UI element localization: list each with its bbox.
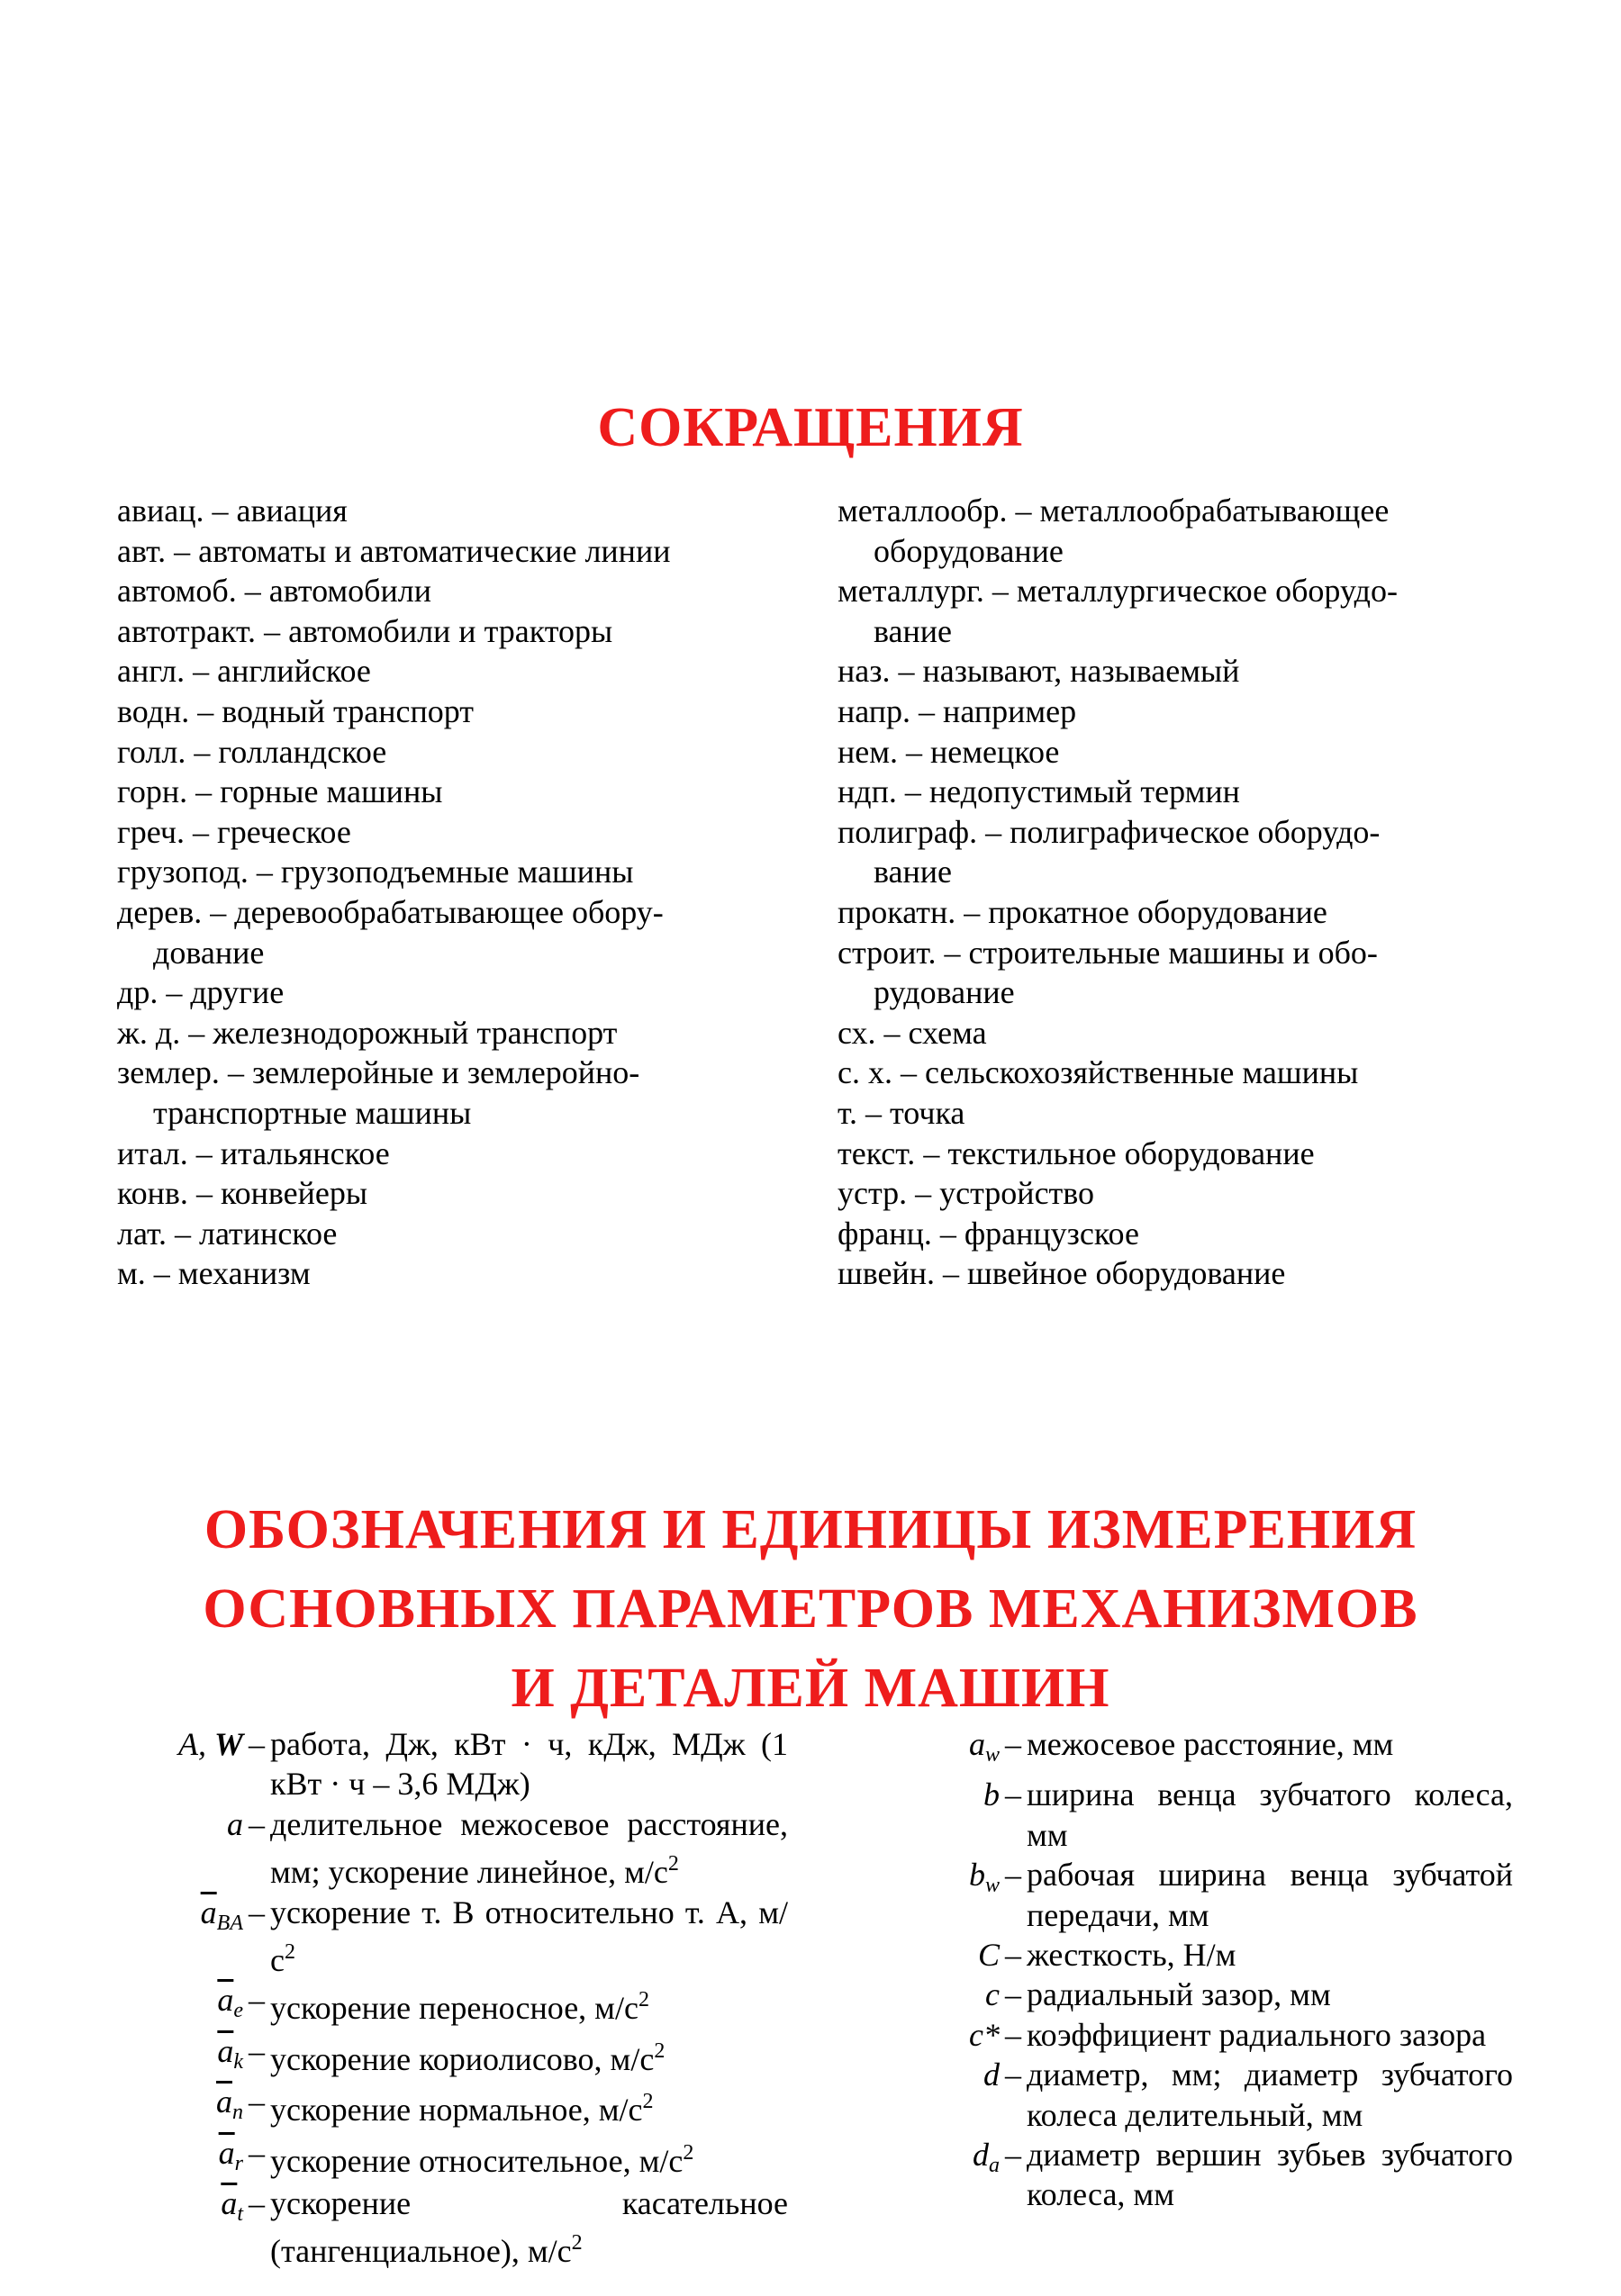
abbreviation-entry: м. – механизм — [117, 1255, 311, 1292]
symbol-definition: коэффициент радиального зазора — [1027, 2016, 1487, 2053]
symbol-notation: $a_w$ — [968, 1726, 1000, 1767]
symbol-entry — [901, 1775, 1513, 1855]
dash: – — [1005, 1776, 1021, 1813]
dash: – — [249, 1805, 265, 1842]
abbreviation-entry: грузопод. – грузоподъемные машины — [117, 854, 634, 890]
dash: – — [249, 1726, 265, 1762]
symbol-definition: ускорение нормальное, $м/с^2$ — [270, 2090, 654, 2129]
symbols-right-column — [901, 1724, 1513, 2215]
abbreviation-entry: греч. – греческое — [117, 813, 351, 850]
symbol-notation: $\overline{a}_r$ — [218, 2134, 243, 2175]
symbol-notation: $d_a$ — [973, 2137, 1000, 2178]
dash: – — [1005, 1937, 1021, 1974]
abbreviation-entry: ндп. – недопустимый термин — [838, 773, 1240, 810]
symbol-notation: $\overline{a}_t$ — [221, 2185, 243, 2227]
abbreviation-entry: полиграф. – полиграфическое оборудо- вание — [838, 813, 1381, 890]
symbol-notation: a — [227, 1805, 243, 1842]
symbol-definition: ускорение касательное (тангенциальное), $м/с^2$ — [270, 2185, 788, 2270]
symbol-entry — [131, 2031, 788, 2082]
abbreviation-entry: авт. – автоматы и автоматические линии — [117, 532, 671, 569]
symbol-definition: ускорение кориолисово, $м/с^2$ — [270, 2038, 666, 2077]
abbreviations-right-column — [838, 491, 1517, 1294]
symbol-definition: жесткость, Н/м — [1027, 1937, 1236, 1974]
symbol-notation: c* — [969, 2016, 1000, 2053]
abbreviations-title: СОКРАЩЕНИЯ — [597, 397, 1024, 458]
symbol-entry — [131, 2133, 788, 2183]
symbol-notation: A, W — [177, 1726, 243, 1762]
abbreviation-entry: текст. – текстильное оборудование — [838, 1134, 1315, 1171]
dash: – — [1005, 2016, 1021, 2053]
symbol-entry — [131, 2082, 788, 2132]
symbols-title-line: ОСНОВНЫХ ПАРАМЕТРОВ МЕХАНИЗМОВ — [203, 1578, 1418, 1640]
symbol-entry — [131, 1893, 788, 1981]
abbreviation-entry: голл. – голландское — [117, 733, 387, 770]
symbol-notation: C — [977, 1937, 1000, 1974]
abbreviation-entry: др. – другие — [117, 974, 285, 1011]
abbreviation-entry: землер. – землеройные и землеройно- транспортные машины — [117, 1054, 640, 1131]
symbol-entry — [901, 2015, 1513, 2055]
abbreviation-entry: конв. – конвейеры — [117, 1175, 368, 1212]
abbreviation-entry: напр. – например — [838, 692, 1077, 729]
symbols-title-line: И ДЕТАЛЕЙ МАШИН — [511, 1658, 1110, 1719]
abbreviation-entry: лат. – латинское — [117, 1215, 338, 1252]
symbol-definition: диаметр, мм; диаметр зубчатого колеса делительный, мм — [1027, 2056, 1513, 2133]
dash: – — [249, 1982, 265, 2019]
abbreviation-entry: нем. – немецкое — [838, 733, 1060, 770]
symbol-definition: ширина венца зубчатого колеса, мм — [1027, 1776, 1513, 1853]
abbreviation-entry: дерев. – деревообрабатывающее обору- дование — [117, 893, 664, 971]
symbol-notation: $\overline{a}_k$ — [217, 2032, 243, 2074]
symbol-definition: ускорение т. B относительно т. A, $м/с^2$ — [270, 1894, 788, 1979]
dash: – — [1005, 2137, 1021, 2174]
symbol-entry — [131, 1804, 788, 1893]
symbol-entry — [901, 2055, 1513, 2135]
symbol-definition: рабочая ширина венца зубчатой передачи, мм — [1027, 1857, 1513, 1933]
abbreviation-entry: горн. – горные машины — [117, 773, 443, 810]
symbols-left-column — [131, 1724, 788, 2272]
symbol-entry — [901, 2135, 1513, 2215]
symbols-title-line: ОБОЗНАЧЕНИЯ И ЕДИНИЦЫ ИЗМЕРЕНИЯ — [204, 1499, 1417, 1560]
symbol-notation: b — [983, 1776, 1000, 1813]
dash: – — [249, 2185, 265, 2222]
symbol-notation: d — [983, 2056, 1000, 2093]
symbol-definition: межосевое расстояние, мм — [1027, 1726, 1394, 1762]
dash: – — [249, 2134, 265, 2171]
symbol-entry — [131, 1980, 788, 2030]
dash: – — [1005, 1726, 1021, 1762]
symbol-notation: $\overline{a}_{BA}$ — [200, 1894, 243, 1935]
symbol-notation: c — [985, 1976, 1000, 2013]
abbreviation-entry: строит. – строительные машины и обо- рудование — [838, 934, 1378, 1011]
dash: – — [1005, 2056, 1021, 2093]
symbol-entry — [901, 1855, 1513, 1935]
abbreviation-entry: наз. – называют, называемый — [838, 653, 1240, 690]
abbreviation-entry: водн. – водный транспорт — [117, 692, 474, 729]
symbol-definition: ускорение относительное, $м/с^2$ — [270, 2140, 694, 2179]
symbol-definition: работа, Дж, кВт · ч, кДж, МДж (1 кВт · ч – 3,6 МДж) — [270, 1726, 788, 1803]
abbreviation-entry: авиац. – авиация — [117, 493, 348, 529]
symbol-notation: $\overline{a}_n$ — [216, 2084, 243, 2125]
symbols-title — [0, 1490, 1621, 1728]
symbol-entry — [901, 1935, 1513, 1975]
symbol-entry — [131, 2183, 788, 2272]
abbreviation-entry: сх. – схема — [838, 1014, 987, 1051]
dash: – — [1005, 1976, 1021, 2013]
dash: – — [249, 1894, 265, 1930]
abbreviation-entry: металлург. – металлургическое оборудо- вание — [838, 573, 1398, 649]
abbreviation-entry: англ. – английское — [117, 653, 371, 690]
abbreviation-entry: металлообр. – металлообрабатывающее оборудование — [838, 493, 1390, 569]
symbol-notation: $b_w$ — [968, 1857, 1000, 1898]
abbreviation-entry: автомоб. – автомобили — [117, 573, 431, 610]
abbreviation-entry: франц. – французское — [838, 1215, 1139, 1252]
abbreviation-entry: т. – точка — [838, 1094, 965, 1131]
symbol-notation: $\overline{a}_e$ — [217, 1982, 243, 2023]
abbreviation-entry: ж. д. – железнодорожный транспорт — [117, 1014, 618, 1051]
abbreviation-entry: с. х. – сельскохозяйственные машины — [838, 1054, 1359, 1091]
symbol-entry — [131, 1724, 788, 1804]
symbol-definition: делительное межосевое расстояние, мм; ускорение линейное, $м/с^2$ — [270, 1805, 788, 1891]
dash: – — [249, 2032, 265, 2069]
abbreviation-entry: автотракт. – автомобили и тракторы — [117, 612, 613, 649]
symbol-definition: диаметр вершин зубьев зубчатого колеса, мм — [1027, 2137, 1513, 2213]
abbreviation-entry: прокатн. – прокатное оборудование — [838, 893, 1327, 930]
abbreviation-entry: устр. – устройство — [838, 1175, 1095, 1212]
dash: – — [249, 2084, 265, 2120]
symbol-definition: ускорение переносное, $м/с^2$ — [270, 1988, 649, 2027]
abbreviation-entry: итал. – итальянское — [117, 1134, 390, 1171]
symbol-definition: радиальный зазор, мм — [1027, 1976, 1331, 2013]
symbol-entry — [901, 1724, 1513, 1775]
abbreviation-entry: швейн. – швейное оборудование — [838, 1255, 1286, 1292]
dash: – — [1005, 1857, 1021, 1894]
abbreviations-left-column — [117, 491, 797, 1294]
symbol-entry — [901, 1975, 1513, 2014]
